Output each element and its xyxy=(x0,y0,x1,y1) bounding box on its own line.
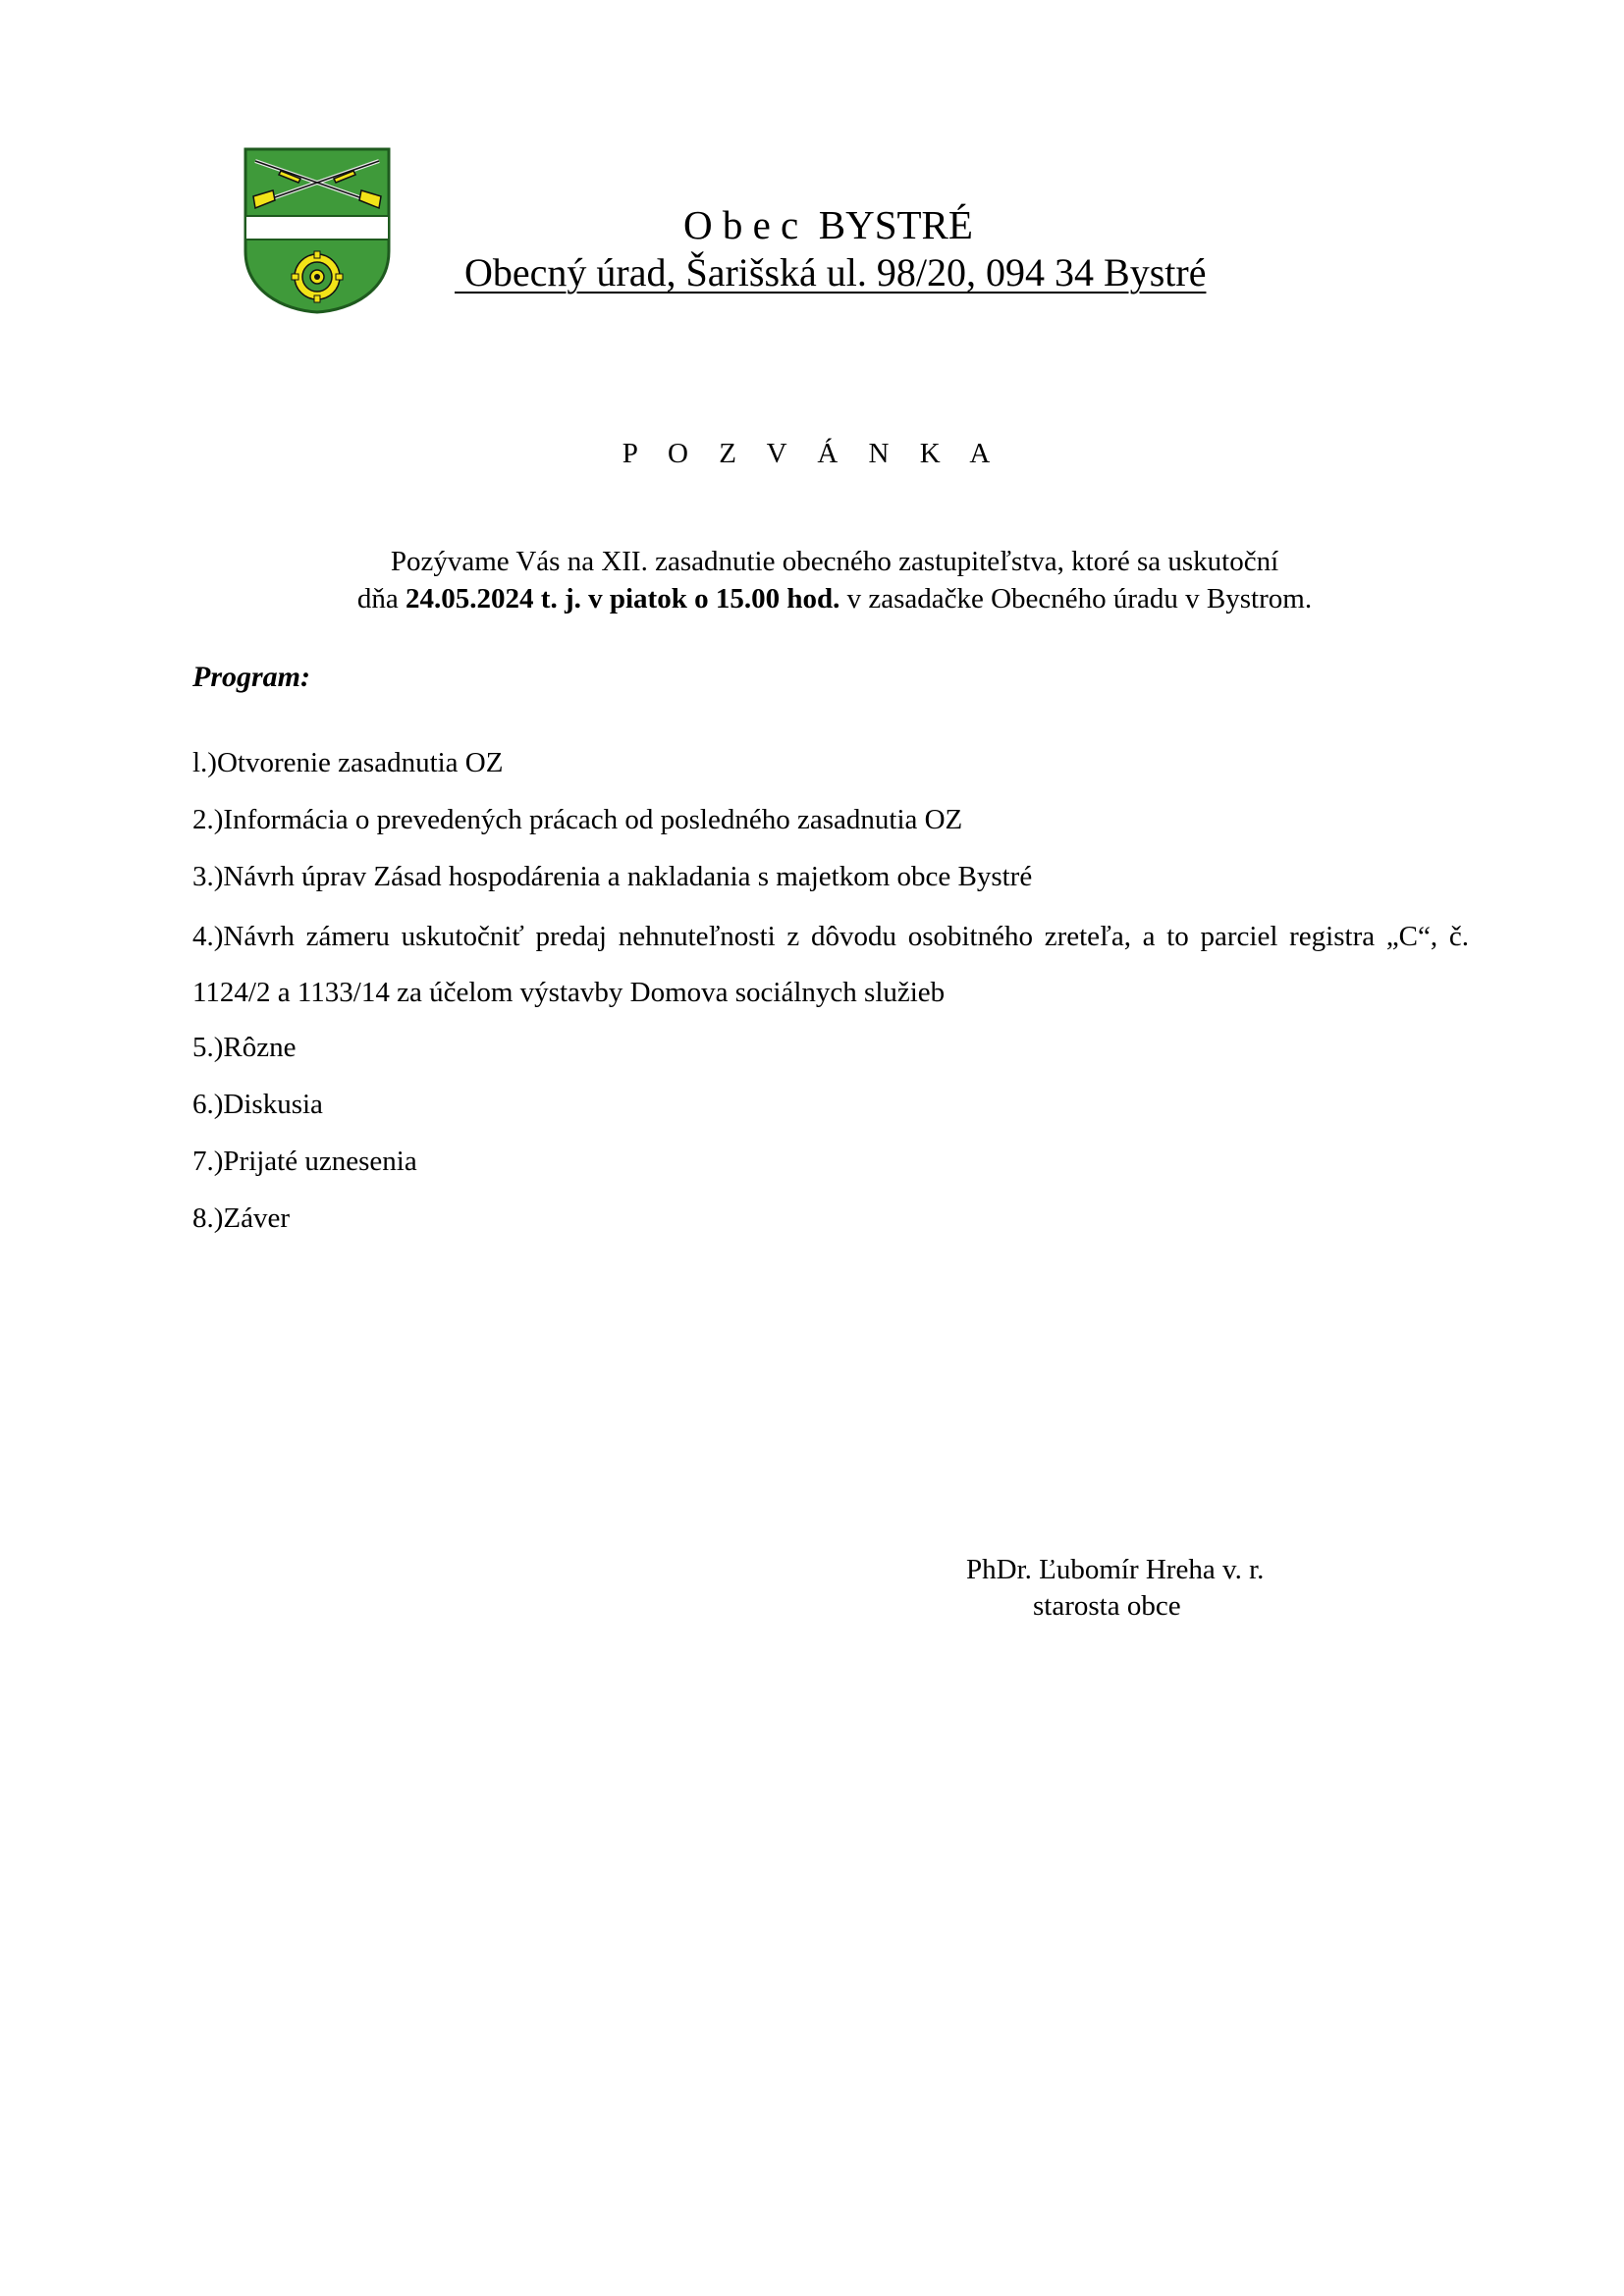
program-item: 3.)Návrh úprav Zásad hospodárenia a nakladania s majetkom obce Bystré xyxy=(192,861,1033,892)
program-item: 7.)Prijaté uznesenia xyxy=(192,1146,417,1177)
shield-silver-band xyxy=(246,216,388,240)
program-item: l.)Otvorenie zasadnutia OZ xyxy=(192,747,504,778)
invitation-line-2 xyxy=(0,583,1624,615)
document-heading: P O Z V Á N K A xyxy=(622,438,1002,469)
invitation-date-time: 24.05.2024 t. j. v piatok o 15.00 hod. xyxy=(406,583,840,614)
program-item: 6.)Diskusia xyxy=(192,1089,323,1120)
program-label: Program: xyxy=(192,661,310,693)
signatory-name: PhDr. Ľubomír Hreha v. r. xyxy=(966,1554,1265,1585)
program-item: 4.)Návrh zámeru uskutočniť predaj nehnuteľnosti z dôvodu osobitného zreteľa, a to parciel registra „C“, č. 1124/2 a 1133/14 za účelom výstavby Domova sociálnych služieb xyxy=(192,921,1469,1008)
program-item: 5.)Rôzne xyxy=(192,1032,297,1063)
office-address: Obecný úrad, Šarišská ul. 98/20, 094 34 Bystré xyxy=(455,250,1207,294)
invitation-line-1: Pozývame Vás na XII. zasadnutie obecného zastupiteľstva, ktoré sa uskutoční xyxy=(390,546,1279,577)
municipality-title: O b e c BYSTRÉ xyxy=(683,202,973,247)
signatory-role: starosta obce xyxy=(1033,1590,1181,1622)
invitation-place: v zasadačke Obecného úradu v Bystrom. xyxy=(839,583,1313,614)
invitation-date-prefix: dňa xyxy=(356,583,406,614)
program-item: 8.)Záver xyxy=(192,1202,291,1234)
program-item: 2.)Informácia o prevedených prácach od posledného zasadnutia OZ xyxy=(192,804,963,835)
coat-of-arms-emblem xyxy=(242,145,393,314)
